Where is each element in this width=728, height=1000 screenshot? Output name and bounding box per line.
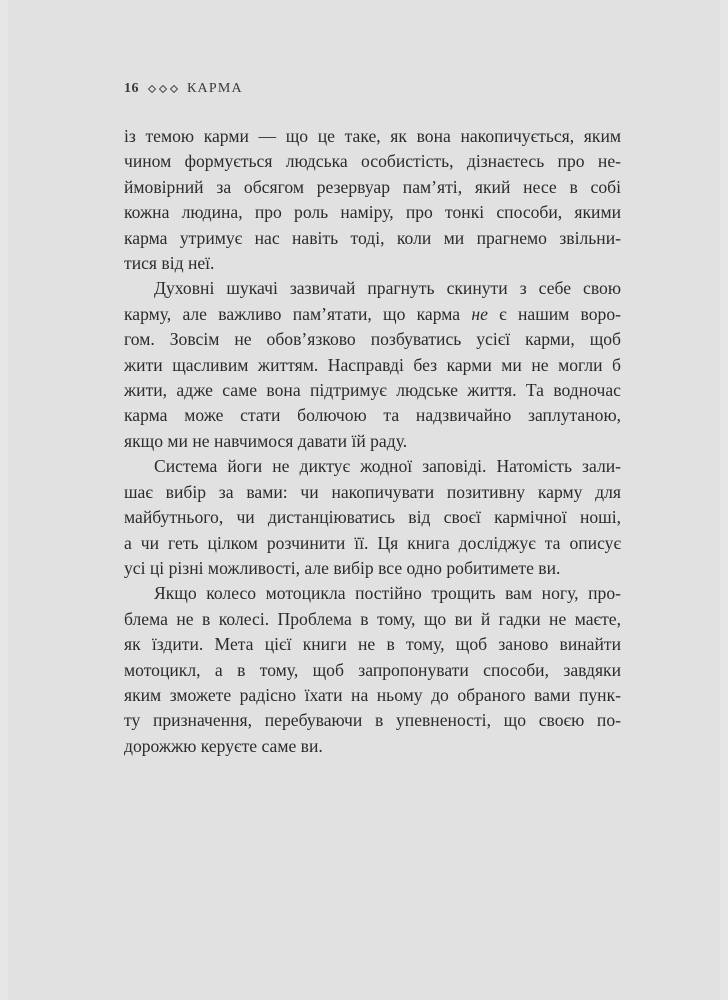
text-segment: карму, але важливо пам’ятати, що карма [124,303,472,324]
text-line: карма утримує нас навіть тоді, коли ми прагнемо звільни- [124,227,621,248]
text-line: як їздити. Мета цієї книги не в тому, щоб заново винайти [124,634,621,655]
page-number: 16 [124,81,139,96]
text-line: чином формується людська особистість, дізнаєтесь про не- [124,151,621,172]
text-line: майбутнього, чи дистанціюватись від своєї кармічної ноші, [124,507,621,528]
text-line: мотоцикл, а в тому, щоб запропонувати способи, завдяки [124,659,621,680]
text-segment: є нашим воро- [487,303,621,324]
book-page [8,0,720,1000]
text-line: кожна людина, про роль наміру, про тонкі способи, якими [124,202,621,223]
text-line: якщо ми не навчимося давати їй раду. [124,430,408,451]
text-line: а чи геть цілком розчинити її. Ця книга досліджує та описує [124,532,621,553]
text-line: гом. Зовсім не обов’язково позбуватись усієї карми, щоб [124,329,621,350]
text-line-with-emphasis [124,302,621,327]
paragraph-3 [124,454,621,581]
diamond-ornament-icon [148,85,178,93]
text-line: жити щасливим життям. Насправді без карми ми не могли б [124,354,621,375]
text-line: ту призначення, перебуваючи в упевненості, що своєю по- [124,710,621,731]
running-header [124,78,243,100]
text-line: Духовні шукачі зазвичай прагнуть скинути з себе свою [154,278,621,299]
text-line: із темою карми — що це таке, як вона накопичується, яким [124,126,621,146]
text-line: Якщо колесо мотоцикла постійно трощить вам ногу, про- [154,583,621,604]
text-line: блема не в колесі. Проблема в тому, що ви й гадки не маєте, [124,608,621,629]
emphasis-word: не [471,303,488,324]
text-line: тися від неї. [124,253,215,274]
text-line: жити, адже саме вона підтримує людське життя. Та водночас [124,380,621,401]
text-line: карма може стати болючою та надзвичайно заплутаною, [124,405,621,426]
paragraph-4 [124,581,621,759]
body-text [124,124,621,759]
text-line: дорожжю керуєте саме ви. [124,735,323,756]
text-line: усі ці різні можливості, але вибір все одно робитимете ви. [124,557,561,578]
text-line: шає вибір за вами: чи накопичувати позитивну карму для [124,481,621,502]
running-title: КАРМА [187,81,243,96]
text-line: яким зможете радісно їхати на ньому до обраного вами пунк- [124,684,621,705]
paragraph-1 [124,124,621,276]
paragraph-2 [124,276,621,454]
text-line: Система йоги не диктує жодної заповіді. Натомість зали- [154,456,621,477]
text-line: ймовірний за обсягом резервуар пам’яті, який несе в собі [124,176,621,197]
